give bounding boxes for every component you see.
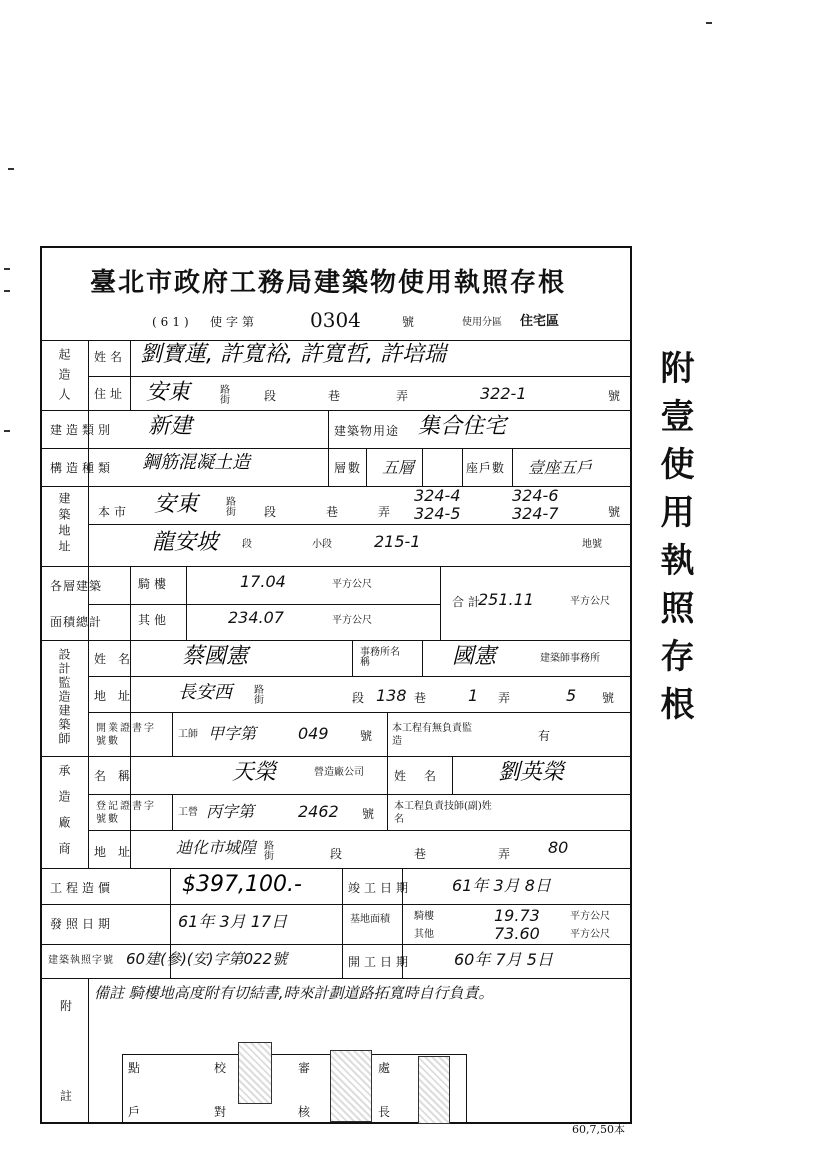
applicant-lane: 弄 (396, 389, 413, 403)
designer-license-grade: 甲字第 (208, 724, 257, 743)
cost-label: 工程造價 (50, 881, 115, 895)
contractor-duan: 段 (330, 847, 347, 861)
floors-value: 五層 (382, 458, 415, 477)
site-district: 龍安坡 (152, 530, 219, 555)
structure-value: 鋼筋混凝土造 (142, 452, 250, 473)
applicant-road: 安東 (146, 380, 191, 405)
base-unit-2: 平方公尺 (570, 929, 610, 940)
contractor-reg-no: 2462 (298, 802, 339, 821)
area-unit-3: 平方公尺 (570, 596, 610, 607)
cost-value: $397,100.- (182, 872, 302, 897)
area-arcade-value: 17.04 (240, 572, 286, 591)
site-road-suffix: 路街 (226, 497, 236, 518)
contractor-hao: 號 (362, 807, 379, 821)
designer-name-label: 姓名 (94, 652, 143, 666)
units-value: 壹座五戶 (528, 458, 593, 477)
permit-number: 0304 (310, 308, 361, 332)
base-other-value: 73.60 (494, 924, 540, 943)
contractor-engineer-label: 本工程負責技師(副)姓名 (394, 801, 492, 825)
sig-label-1: 點 (128, 1061, 145, 1075)
applicant-road-suffix: 路街 (220, 385, 230, 406)
adjacent-page-text: 附壹使用執照存根 (654, 350, 694, 734)
site-xiang: 巷 (326, 505, 343, 519)
notes-label-bottom: 註 (60, 1089, 77, 1103)
use-value: 集合住宅 (418, 414, 507, 439)
designer-lane-no: 1 (468, 686, 479, 705)
applicant-hao: 號 (608, 389, 625, 403)
finish-date: 61年 3月 8日 (452, 876, 551, 895)
site-lot-suffix: 地號 (582, 539, 602, 550)
site-lot: 215-1 (374, 532, 421, 551)
site-city: 本市 (98, 505, 131, 519)
building-permit-label: 建築執照字號 (48, 955, 114, 966)
site-duan2: 段 (242, 539, 252, 550)
permit-year: (61) (152, 315, 193, 329)
issue-date: 61年 3月 17日 (178, 912, 288, 931)
site-number-1: 324-4 (414, 486, 461, 505)
seal-stamp (418, 1056, 450, 1124)
contractor-reg-prefix: 工營 (178, 807, 198, 818)
units-label: 座戶數 (466, 461, 506, 475)
area-unit-1: 平方公尺 (332, 579, 372, 590)
applicant-names: 劉寶蓮, 許寬裕, 許寬哲, 許培瑞 (140, 342, 446, 367)
scan-mark (8, 168, 14, 170)
sig-label-3: 審 (298, 1061, 315, 1075)
base-other-label: 其他 (414, 929, 434, 940)
notes-label-top: 附 (60, 999, 77, 1013)
designer-addr-label: 地址 (94, 689, 143, 703)
permit-prefix: 使字第 (210, 315, 259, 329)
contractor-section-label: 承造廠商 (57, 764, 71, 868)
applicant-name-label: 姓名 (94, 350, 127, 364)
sig-label-7: 核 (298, 1105, 315, 1119)
base-area-label: 基地面積 (350, 914, 390, 925)
scan-mark (4, 290, 10, 292)
sig-label-6: 對 (214, 1105, 231, 1119)
designer-office: 國憲 (452, 644, 497, 669)
area-label-1: 各層建築 (50, 579, 103, 593)
designer-road-suffix: 路街 (254, 685, 264, 706)
contractor-xiang: 巷 (414, 847, 431, 861)
building-permit-value: 60建(參)(安)字第022號 (126, 950, 288, 968)
seal-stamp (330, 1050, 372, 1122)
contractor-person: 劉英榮 (498, 760, 565, 785)
use-label: 建築物用途 (334, 424, 400, 438)
applicant-duan: 段 (264, 389, 281, 403)
designer-license-label: 開業證書字號數 (96, 723, 156, 747)
designer-addr-road: 長安西 (178, 682, 232, 703)
zone-value: 住宅區 (520, 314, 560, 329)
applicant-address-label: 住址 (94, 387, 127, 401)
site-subsection: 小段 (312, 539, 332, 550)
designer-duan: 段 (352, 691, 369, 705)
structure-label: 構造種類 (50, 461, 115, 475)
contractor-reg-label: 登記證書字號數 (96, 801, 156, 825)
contractor-addr-road: 迪化市城隍 (176, 838, 257, 857)
site-number-3: 324-5 (414, 504, 461, 523)
area-other-label: 其他 (138, 613, 171, 627)
contractor-lane: 弄 (498, 847, 515, 861)
site-number-2: 324-6 (512, 486, 559, 505)
site-lane: 弄 (378, 505, 395, 519)
site-number-4: 324-7 (512, 504, 559, 523)
area-total-value: 251.11 (478, 590, 534, 609)
base-unit-1: 平方公尺 (570, 911, 610, 922)
designer-lane: 弄 (498, 691, 515, 705)
issue-label: 發照日期 (50, 917, 115, 931)
scan-mark (706, 22, 712, 24)
site-road: 安東 (154, 492, 199, 517)
seal-stamp (238, 1042, 272, 1104)
area-other-value: 234.07 (228, 608, 284, 627)
contractor-type: 營造廠公司 (314, 767, 364, 778)
sig-label-8: 長 (378, 1105, 395, 1119)
permit-form (40, 246, 632, 1124)
finish-label: 竣工日期 (348, 881, 413, 895)
designer-no: 5 (566, 686, 577, 705)
scan-mark (4, 430, 10, 432)
applicant-section-label: 起造人 (57, 348, 71, 408)
build-type-label: 建造類別 (50, 423, 115, 437)
designer-xiang: 巷 (414, 691, 431, 705)
designer-supervisor-label: 本工程有無負責監造 (392, 723, 472, 747)
start-label: 開工日期 (348, 955, 413, 969)
contractor-name: 天榮 (232, 760, 277, 785)
designer-license-prefix: 工師 (178, 729, 198, 740)
contractor-addr-label: 地址 (94, 845, 143, 859)
designer-xiang-no: 138 (376, 686, 407, 705)
build-type-value: 新建 (148, 414, 193, 439)
site-hao: 號 (608, 505, 625, 519)
base-arcade-value: 19.73 (494, 906, 540, 925)
applicant-xiang: 巷 (328, 389, 345, 403)
start-date: 60年 7月 5日 (454, 950, 553, 969)
sig-label-4: 處 (378, 1061, 395, 1075)
contractor-person-label: 姓名 (394, 769, 455, 783)
sig-label-5: 戶 (128, 1105, 145, 1119)
contractor-reg-grade: 丙字第 (206, 802, 255, 821)
designer-office-suffix: 建築師事務所 (540, 653, 600, 664)
notes-remark: 備註 騎樓地高度附有切結書,時來計劃道路拓寬時自行負責。 (94, 984, 494, 1002)
designer-hao: 號 (602, 691, 619, 705)
designer-hao2: 號 (360, 729, 377, 743)
contractor-addr-no: 80 (548, 838, 569, 857)
designer-section-label: 設計監造建築師 (57, 648, 71, 746)
area-unit-2: 平方公尺 (332, 615, 372, 626)
permit-suffix: 號 (402, 315, 419, 329)
designer-name: 蔡國憲 (182, 644, 249, 669)
contractor-name-label: 名稱 (94, 769, 143, 783)
base-arcade-label: 騎樓 (414, 911, 434, 922)
designer-supervisor-value: 有 (538, 729, 555, 743)
contractor-road-suffix: 路街 (264, 841, 274, 862)
footer-print-note: 60,7,50本 (572, 1123, 625, 1136)
area-total-label: 合計 (452, 595, 485, 609)
zone-label: 使用分區 (462, 317, 502, 328)
floors-label: 層數 (334, 461, 363, 475)
site-duan: 段 (264, 505, 281, 519)
scan-mark (4, 268, 10, 270)
applicant-address-no: 322-1 (480, 384, 527, 403)
area-label-2: 面積總計 (50, 615, 103, 629)
designer-license-no: 049 (298, 724, 329, 743)
area-arcade-label: 騎樓 (138, 577, 171, 591)
sig-label-2: 校 (214, 1061, 231, 1075)
form-title: 臺北市政府工務局建築物使用執照存根 (90, 268, 567, 298)
designer-office-label: 事務所名稱 (360, 647, 400, 668)
site-section-label: 建築地址 (57, 492, 71, 556)
